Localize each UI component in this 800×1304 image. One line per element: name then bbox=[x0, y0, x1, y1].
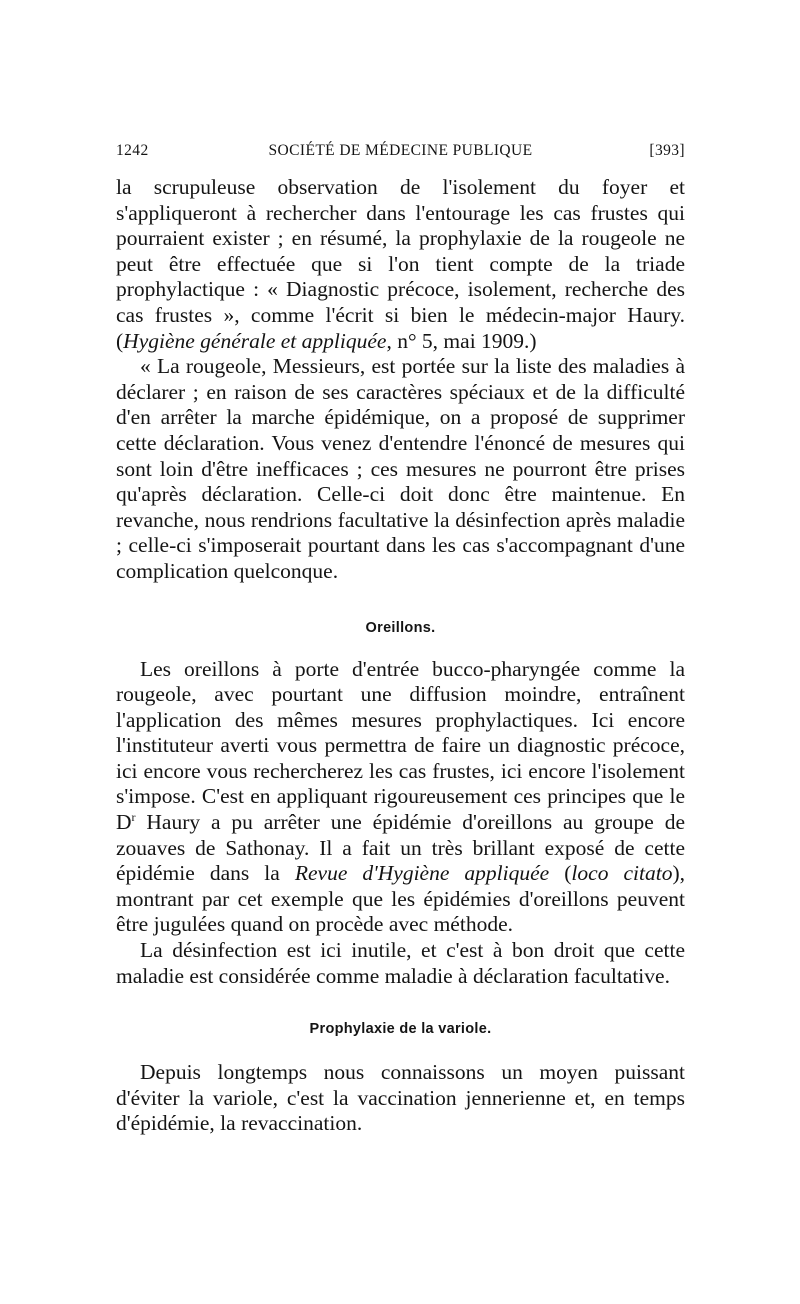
running-title: SOCIÉTÉ DE MÉDECINE PUBLIQUE bbox=[268, 142, 533, 159]
paragraph-variole: Depuis longtemps nous connaissons un moyen puissant d'éviter la variole, c'est la vaccination jennerienne et, en temps d'épidémie, la revaccination. bbox=[116, 1060, 685, 1136]
journal-title: Revue d'Hygiène appliquée bbox=[294, 861, 550, 886]
text-run: , n° 5, mai 1909.) bbox=[386, 328, 537, 353]
section-heading-oreillons: Oreillons. bbox=[365, 619, 436, 636]
text-run: Haury a pu arrêter une épidémie d'oreillons au groupe de zouaves de Sathonay. Il a fait un très brillant exposé de cette épidémie dans la bbox=[116, 810, 685, 886]
superscript: r bbox=[131, 809, 136, 824]
paragraph-oreillons-desinfection: La désinfection est ici inutile, et c'est à bon droit que cette maladie est considérée comme maladie à déclaration facultative. bbox=[116, 938, 685, 988]
running-header bbox=[116, 142, 685, 166]
text-run: ), montrant par cet exemple que les épidémies d'oreillons peuvent être jugulées quand on procède avec méthode. bbox=[116, 861, 685, 937]
paragraph-oreillons bbox=[116, 657, 685, 939]
bracket-number: [393] bbox=[649, 142, 685, 159]
text-run: ( bbox=[549, 861, 572, 886]
document-page bbox=[116, 142, 685, 1137]
text-run: Les oreillons à porte d'entrée bucco-pharyngée comme la rougeole, avec pourtant une diffusion moindre, entraînent l'application des mêmes mesures prophylactiques. Ici encore l'instituteur averti vous permettra de faire un diagnostic précoce, ici encore vous rechercherez les cas frustes, ici encore l'isolement s'impose. C'est en appliquant rigoureusement ces principes que le D bbox=[116, 656, 685, 835]
section-heading-variole: Prophylaxie de la variole. bbox=[309, 1021, 492, 1038]
loco-citato: loco citato bbox=[571, 861, 673, 886]
paragraph-rougeole-declaration: « La rougeole, Messieurs, est portée sur la liste des maladies à déclarer ; en raison de ses caractères spéciaux et de la difficulté d'en arrêter la marche épidémique, on a proposé de supprimer cette déclaration. Vous venez d'entendre l'énoncé de mesures qui sont loin d'être inefficaces ; ces mesures ne pourront être prises qu'après déclaration. Celle-ci doit donc être maintenue. En revanche, nous rendrions facultative la désinfection après maladie ; celle-ci s'imposerait pourtant dans les cas s'accompagnant d'une complication quelconque. bbox=[116, 354, 685, 583]
page-number: 1242 bbox=[116, 142, 149, 159]
citation-title: Hygiène générale et appliquée bbox=[123, 328, 387, 353]
paragraph-rougeole-continuation bbox=[116, 175, 685, 354]
text-run: la scrupuleuse observation de l'isolement du foyer et s'appliqueront à rechercher dans l'entourage les cas frustes qui pourraient exister ; en résumé, la prophylaxie de la rougeole ne peut être effectuée que si l'on tient compte de la triade prophylactique : « Diagnostic précoce, isolement, recherche des cas frustes », comme l'écrit si bien le médecin-major Haury. ( bbox=[116, 175, 685, 353]
